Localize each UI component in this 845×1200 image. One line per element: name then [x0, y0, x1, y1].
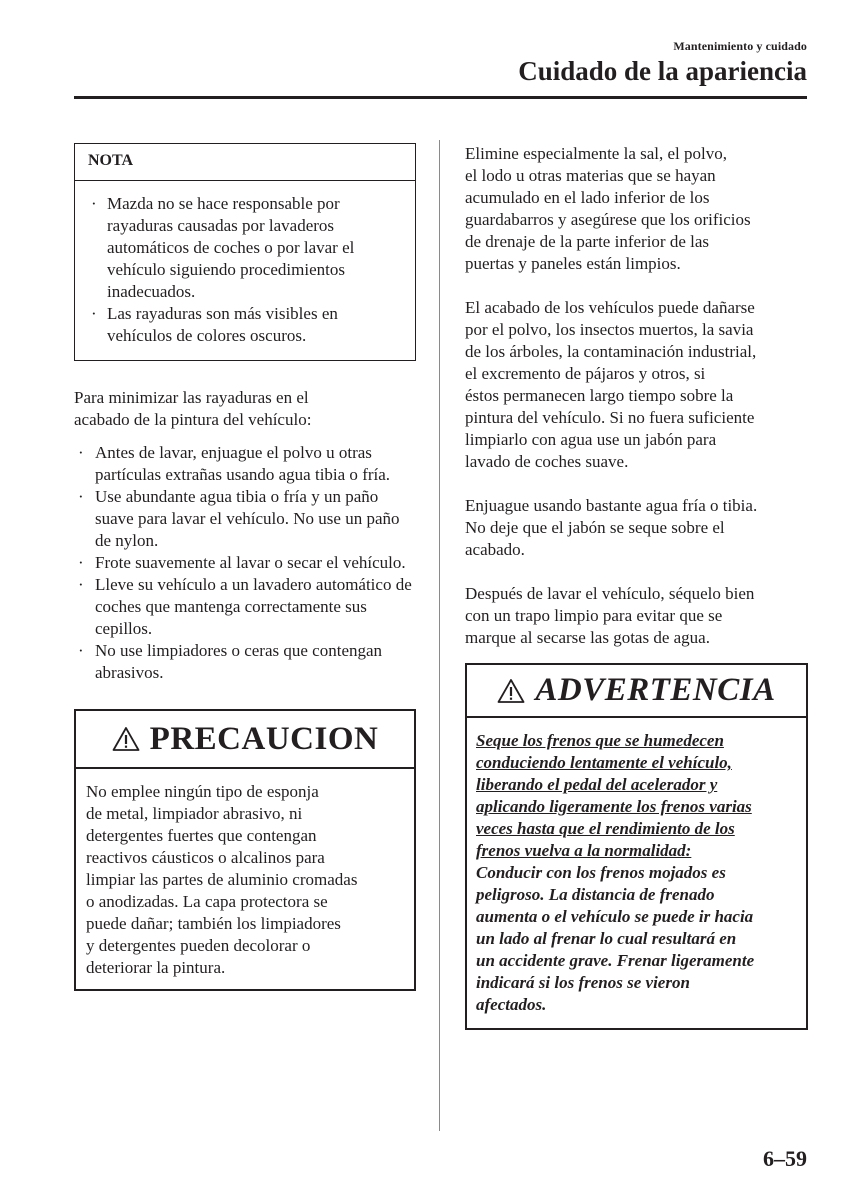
warning-header: [467, 665, 806, 718]
underlined-line: aplicando ligeramente los frenos varias: [476, 797, 752, 816]
text-line: correctamente sus cepillos.: [95, 597, 367, 638]
text-line: acabado de la pintura del vehículo:: [74, 410, 312, 429]
text-line: fría.: [362, 465, 391, 484]
text-line: afectados.: [476, 995, 547, 1014]
nota-header: [75, 144, 415, 181]
warning-triangle-icon: [112, 726, 140, 752]
text-line: Antes de lavar, enjuague el polvo u otras: [95, 443, 372, 462]
list-item: [74, 574, 416, 640]
text-line: un lado al frenar lo cual resultará en: [476, 929, 737, 948]
caution-title: PRECAUCION: [149, 720, 379, 757]
text-line: por el polvo, los insectos muertos, la savia: [465, 320, 754, 339]
bullet-mark: ·: [78, 575, 84, 594]
text-line: Las rayaduras son más visibles en: [107, 304, 338, 323]
text-line: automáticos de coches o por lavar el: [107, 238, 355, 257]
header-rule: [74, 96, 807, 99]
text-line: puertas y paneles están limpios.: [465, 254, 681, 273]
text-line: pintura del vehículo. Si no fuera suficiente: [465, 408, 755, 427]
text-line: limpiar las partes de aluminio cromadas: [86, 870, 358, 889]
caution-header: [76, 711, 414, 769]
page-number: 6–59: [763, 1146, 807, 1171]
paragraph: [465, 297, 808, 473]
text-line: use un paño de nylon.: [95, 509, 400, 550]
warning-body: [467, 718, 806, 1028]
text-line: el lodo u otras materias que se hayan: [465, 166, 716, 185]
text-line: Para minimizar las rayaduras en el: [74, 388, 309, 407]
text-line: puede dañar; también los limpiadores: [86, 914, 341, 933]
paragraph: [465, 143, 808, 275]
text-line: partículas extrañas usando agua tibia o: [95, 465, 358, 484]
list-item: [74, 442, 416, 486]
text-line: Frote suavemente al lavar o secar el: [95, 553, 339, 572]
bullet-mark: ·: [91, 304, 97, 323]
nota-body: [75, 181, 415, 360]
text-line: vehículo siguiendo procedimientos: [107, 260, 345, 279]
text-line: el excremento de pájaros y otros, si: [465, 364, 706, 383]
text-line: éstos permanecen largo tiempo sobre la: [465, 386, 734, 405]
nota-bullet: [91, 303, 405, 347]
underlined-line: veces hasta que el rendimiento de los: [476, 819, 735, 838]
text-line: No use limpiadores o ceras que: [95, 641, 308, 660]
warning-box: [465, 663, 808, 1030]
text-line: o anodizadas. La capa protectora se: [86, 892, 328, 911]
text-line: deteriorar la pintura.: [86, 958, 226, 977]
text-line: vehículo.: [342, 553, 406, 572]
nota-title: NOTA: [88, 152, 134, 169]
text-line: lavado de coches suave.: [465, 452, 629, 471]
text-line: Mazda no se hace responsable por: [107, 194, 340, 213]
bullet-mark: ·: [91, 194, 97, 213]
caution-box: [74, 709, 416, 991]
text-line: inadecuados.: [107, 282, 196, 301]
text-line: No emplee ningún tipo de esponja: [86, 782, 319, 801]
text-line: de drenaje de la parte inferior de las: [465, 232, 710, 251]
text-line: marque al secarse las gotas de agua.: [465, 628, 710, 647]
text-line: Después de lavar el vehículo, séquelo bien: [465, 584, 755, 603]
text-line: peligroso. La distancia de frenado: [476, 885, 715, 904]
intro-paragraph: [74, 387, 416, 431]
text-line: Conducir con los frenos mojados es: [476, 863, 726, 882]
right-column: [465, 143, 808, 1030]
text-line: acabado.: [465, 540, 525, 559]
text-line: limpiarlo con agua use un jabón para: [465, 430, 717, 449]
text-line: y detergentes pueden decolorar o: [86, 936, 311, 955]
text-line: de metal, limpiador abrasivo, ni: [86, 804, 303, 823]
text-line: rayaduras causadas por lavaderos: [107, 216, 335, 235]
text-line: indicará si los frenos se vieron: [476, 973, 690, 992]
column-divider: [439, 140, 440, 1131]
list-item: [74, 486, 416, 552]
underlined-line: frenos vuelva a la normalidad:: [476, 841, 692, 860]
list-item: [74, 552, 416, 574]
warning-title: ADVERTENCIA: [535, 672, 776, 708]
text-line: detergentes fuertes que contengan: [86, 826, 317, 845]
bullet-mark: ·: [78, 443, 84, 462]
page-title: Cuidado de la apariencia: [518, 56, 807, 86]
text-line: No deje que el jabón se seque sobre el: [465, 518, 725, 537]
underlined-line: conduciendo lentamente el vehículo,: [476, 753, 732, 772]
text-line: El acabado de los vehículos puede dañarse: [465, 298, 755, 317]
text-line: aumenta o el vehículo se puede ir hacia: [476, 907, 754, 926]
text-line: Lleve su vehículo a un lavadero: [95, 575, 312, 594]
text-line: un accidente grave. Frenar ligeramente: [476, 951, 755, 970]
text-line: guardabarros y asegúrese que los orificios: [465, 210, 751, 229]
text-line: reactivos cáusticos o alcalinos para: [86, 848, 325, 867]
text-line: vehículos de colores oscuros.: [107, 326, 307, 345]
text-line: acumulado en el lado inferior de los: [465, 188, 710, 207]
text-line: automático de coches que mantenga: [95, 575, 412, 616]
text-line: Use abundante agua tibia o fría y un: [95, 487, 341, 506]
section-label: Mantenimiento y cuidado: [673, 39, 807, 53]
left-column: [74, 143, 416, 991]
tips-list: [74, 442, 416, 684]
bullet-mark: ·: [78, 553, 84, 572]
caution-body: [76, 769, 414, 989]
text-line: de los árboles, la contaminación industrial,: [465, 342, 757, 361]
underlined-line: Seque los frenos que se humedecen: [476, 731, 724, 750]
list-item: [74, 640, 416, 684]
text-line: paño suave para lavar el vehículo. No: [95, 487, 379, 528]
paragraph: [465, 495, 808, 561]
nota-bullet: [91, 193, 405, 303]
text-line: contengan abrasivos.: [95, 641, 383, 682]
text-line: Enjuague usando bastante agua fría o tibia.: [465, 496, 758, 515]
underlined-line: liberando el pedal del acelerador y: [476, 775, 718, 794]
text-line: con un trapo limpio para evitar que se: [465, 606, 723, 625]
text-line: Elimine especialmente la sal, el polvo,: [465, 144, 727, 163]
paragraph: [465, 583, 808, 649]
nota-box: [74, 143, 416, 361]
warning-triangle-icon: [497, 678, 525, 704]
bullet-mark: ·: [78, 641, 84, 660]
bullet-mark: ·: [78, 487, 84, 506]
